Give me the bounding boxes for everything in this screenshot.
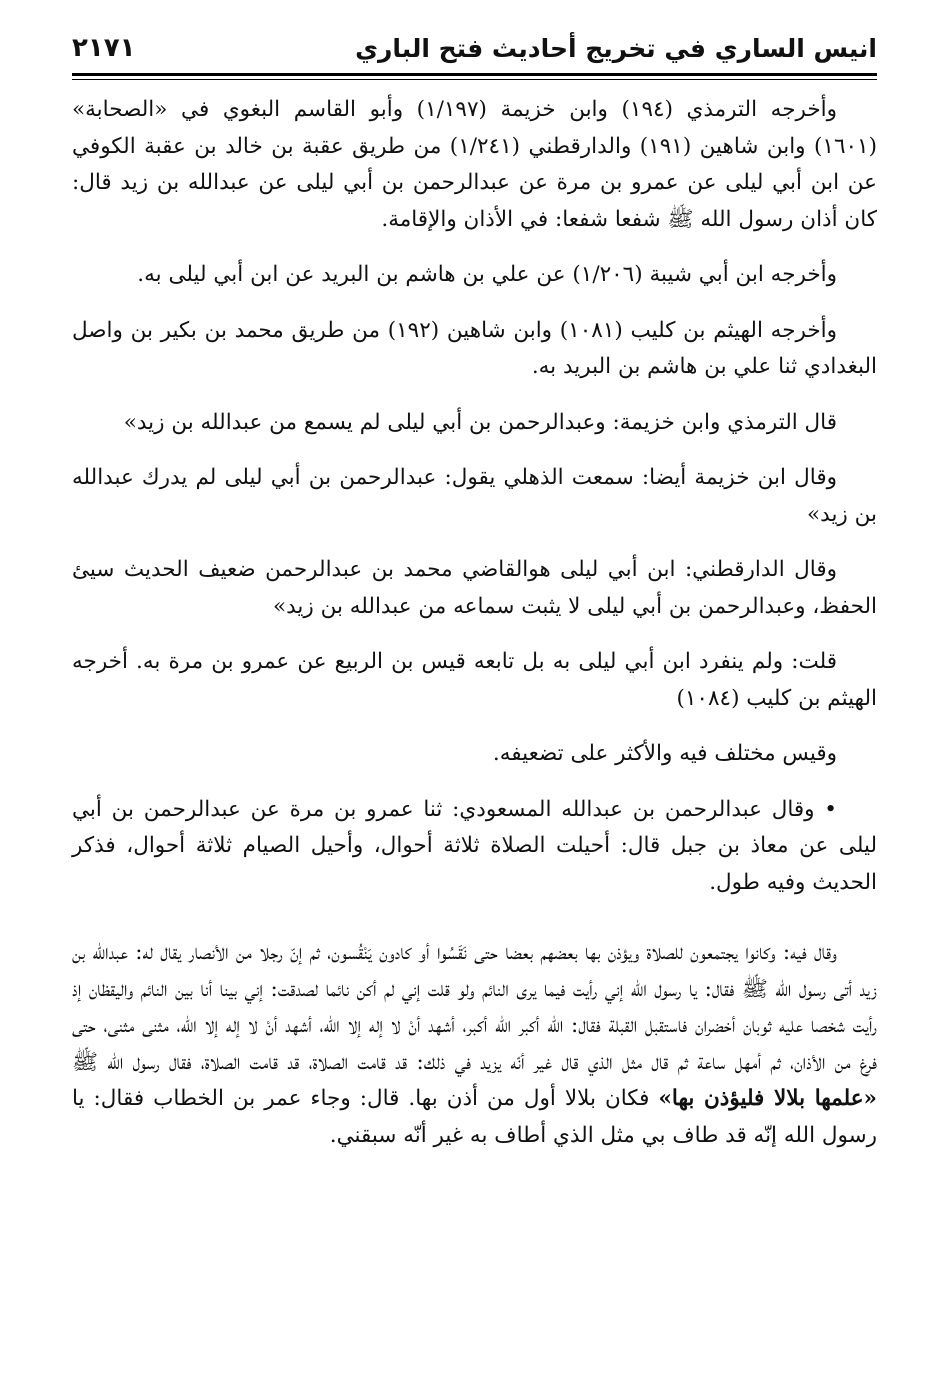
prophetic-saying: «علمها بلالا فليؤذن بها»: [658, 1086, 877, 1111]
paragraph-tirmidhi-comment: قال الترمذي وابن خزيمة: وعبدالرحمن بن أبي ليلى لم يسمع من عبدالله بن زيد»: [123, 409, 837, 435]
paragraph-haytham-ibn-kulayb: وأخرجه الهيثم بن كليب (١٠٨١) وابن شاهين (١٩٢) من طريق محمد بن بكير بن واصل البغدادي ثنا علي بن هاشم بن البريد به.: [72, 317, 877, 379]
header-rule-thin: [72, 79, 877, 80]
paragraph-ibn-abi-shaybah: وأخرجه ابن أبي شيبة (١/٢٠٦) عن علي بن هاشم بن البريد عن ابن أبي ليلى به.: [137, 262, 837, 287]
page-body: [72, 92, 877, 1173]
page-number: ٢١٧١: [72, 33, 136, 63]
hadith-text-after: فكان بلالا أول من أذن بها. قال: وجاء عمر بن الخطاب فقال: يا رسول الله إنّه قد طاف بي مثل الذي أطاف به غير أنّه سبقني.: [72, 1086, 877, 1148]
book-title: انيس الساري في تخريج أحاديث فتح الباري: [355, 33, 877, 63]
paragraph-daraqutni-comment: وقال الدارقطني: ابن أبي ليلى هوالقاضي محمد بن عبدالرحمن ضعيف الحديث سيئ الحفظ، وعبدالرحمن بن أبي ليلى لا يثبت سماعه من عبدالله بن زيد»: [72, 557, 877, 619]
header-rule-thick: [72, 73, 877, 76]
paragraph-author-note: قلت: ولم ينفرد ابن أبي ليلى به بل تابعه قيس بن الربيع عن عمرو بن مرة به. أخرجه الهيثم بن كليب (١٠٨٤): [72, 649, 877, 711]
paragraph-masudi-narration: • وقال عبدالرحمن بن عبدالله المسعودي: ثنا عمرو بن مرة عن عبدالرحمن بن أبي ليلى عن معاذ بن جبل قال: أحيلت الصلاة ثلاثة أحوال، وأحيل الصيام ثلاثة أحوال، فذكر الحديث وفيه طول.: [72, 796, 877, 895]
paragraph-hadith-text: [72, 935, 877, 1154]
paragraph-qays-note: وقيس مختلف فيه والأكثر على تضعيفه.: [492, 741, 837, 766]
running-header: [72, 22, 877, 74]
hadith-text-before: وقال فيه: وكانوا يجتمعون للصلاة ويؤذن بها بعضهم بعضا حتى نَقَسُوا أو كادون يَنْقُسون، ثم إنّ رجلا من الأنصار يقال له: عبدالله بن زيد أتى رسول الله ﷺ فقال: يا رسول الله إني رأيت فيما يرى النائم ولو قلت إني لم أكن نائما لصدقت: إني بينا أنا بين النائم واليقظان إذ رأيت شخصا عليه ثوبان أخضران فاستقبل القبلة فقال: الله أكبر الله أكبر، أشهد أنْ لا إله إلا الله، أشهد أنْ لا إله إلا الله، مثنى مثنى، حتى فرغ من الأذان، ثم أمهل ساعة ثم قال مثل الذي قال غير أنّه يزيد في ذلك: قد قامت الصلاة، قد قامت الصلاة، فقال رسول الله ﷺ: [72, 940, 877, 1075]
paragraph-ibn-khuzaymah-comment: وقال ابن خزيمة أيضا: سمعت الذهلي يقول: عبدالرحمن بن أبي ليلى لم يدرك عبدالله بن زيد»: [72, 465, 877, 527]
paragraph-takhrij-tirmidhi: وأخرجه الترمذي (١٩٤) وابن خزيمة (١/١٩٧) وأبو القاسم البغوي في «الصحابة» (١٦٠١) وابن شاهين (١٩١) والدارقطني (١/٢٤١) من طريق عقبة بن خالد بن عقبة الكوفي عن ابن أبي ليلى عن عمرو بن مرة عن عبدالرحمن بن أبي ليلى عن عبدالله بن زيد قال: كان أذان رسول الله ﷺ شفعا شفعا: في الأذان والإقامة.: [72, 97, 877, 232]
